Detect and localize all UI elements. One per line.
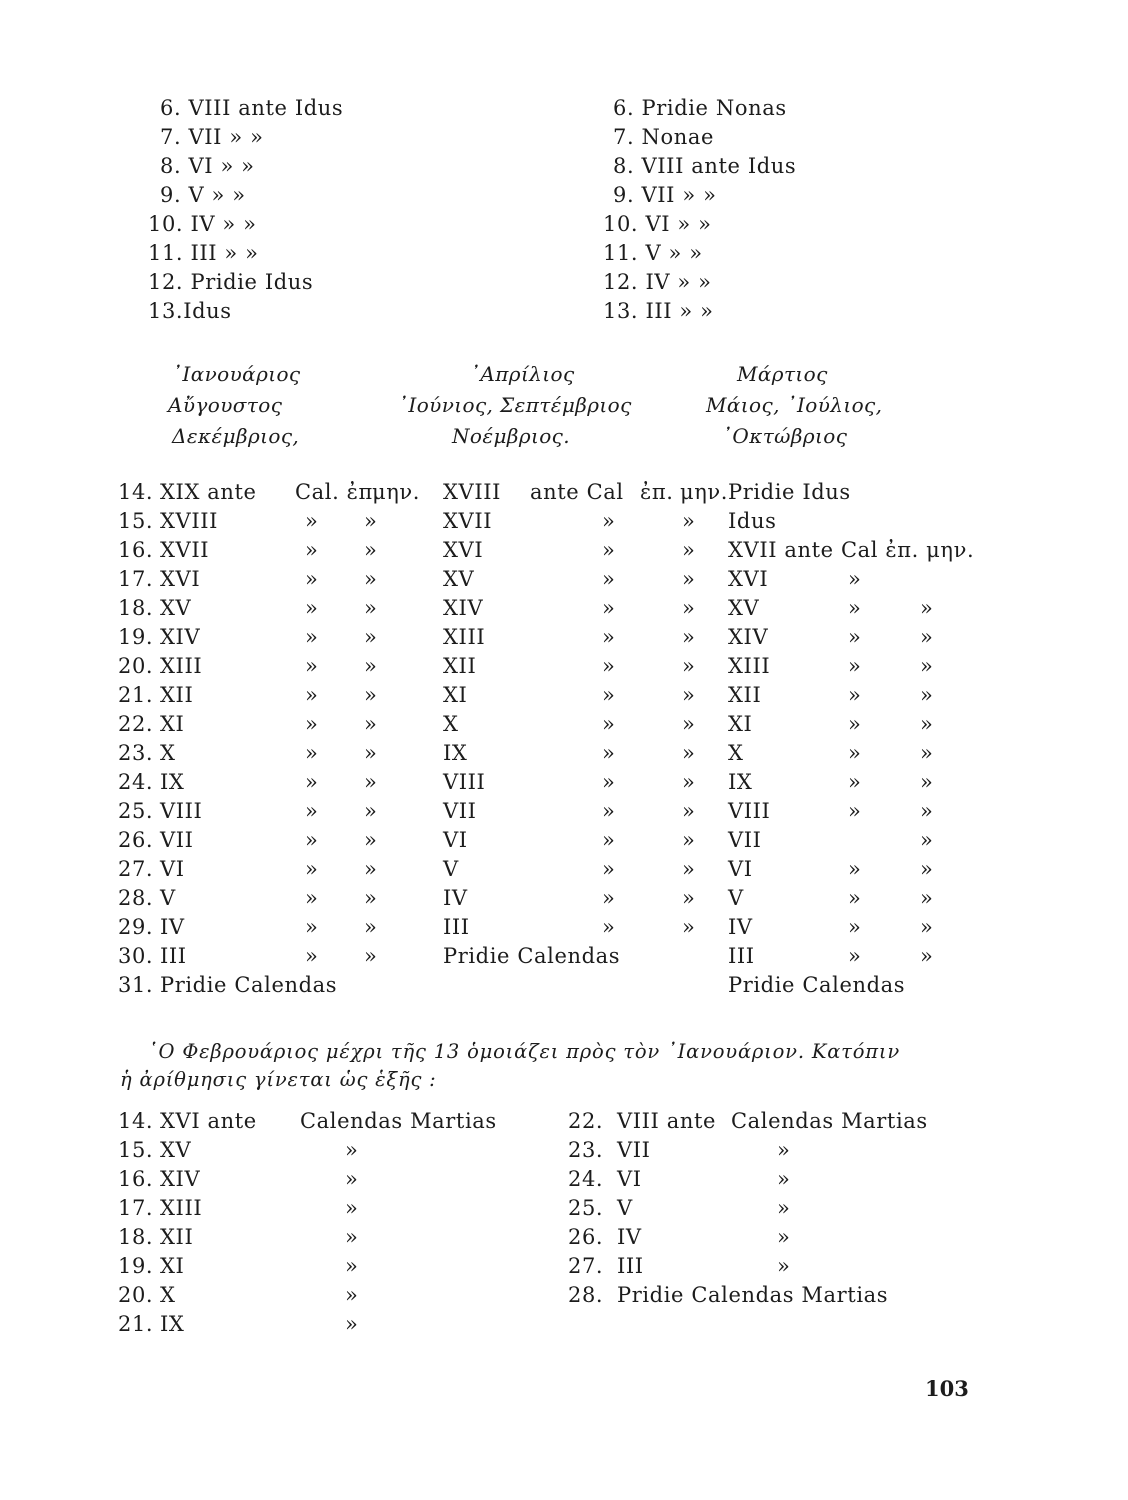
table-cell-n: 23.	[118, 741, 154, 765]
table-cell-c2: »	[848, 625, 862, 649]
table-cell-b: XV	[443, 567, 475, 591]
table-cell-a3: »	[364, 596, 378, 620]
list-cell-v: XV	[160, 1138, 192, 1162]
table-cell-b: XI	[443, 683, 468, 707]
table-cell-a3: »	[364, 886, 378, 910]
list-cell-v: XIV	[160, 1167, 201, 1191]
list-item: 13. III » »	[603, 299, 714, 323]
list-cell-v: X	[160, 1283, 176, 1307]
list-cell-w: »	[345, 1254, 359, 1278]
table-cell-a: XIV	[160, 625, 201, 649]
table-cell-n: 16.	[118, 538, 154, 562]
table-cell-c: XV	[728, 596, 760, 620]
table-cell-b4: »	[682, 741, 696, 765]
table-cell-b4: »	[682, 915, 696, 939]
table-cell-a3: μην.	[372, 480, 421, 504]
table-cell-c3: »	[920, 683, 934, 707]
table-cell-a: III	[160, 944, 187, 968]
list-cell-n: 22.	[568, 1109, 604, 1133]
table-cell-c: Pridie Calendas	[728, 973, 906, 997]
table-cell-b: V	[443, 857, 459, 881]
list-cell-n: 16.	[118, 1167, 154, 1191]
list-cell-w: »	[345, 1283, 359, 1307]
table-cell-b: XVIII	[443, 480, 502, 504]
table-cell-n: 28.	[118, 886, 154, 910]
table-cell-b2: »	[602, 509, 616, 533]
table-cell-b4: »	[682, 857, 696, 881]
table-cell-a: VIII	[160, 799, 203, 823]
table-cell-a3: »	[364, 538, 378, 562]
table-cell-c2: »	[848, 654, 862, 678]
list-item: 7. Nonae	[613, 125, 715, 149]
table-cell-n: 19.	[118, 625, 154, 649]
table-cell-a: Pridie Calendas	[160, 973, 338, 997]
table-cell-c2: »	[848, 596, 862, 620]
list-cell-n: 20.	[118, 1283, 154, 1307]
table-cell-b: XIII	[443, 625, 486, 649]
table-cell-a2: »	[305, 886, 319, 910]
table-cell-c3: »	[920, 915, 934, 939]
list-cell-w: »	[777, 1254, 791, 1278]
table-cell-c: VII	[728, 828, 762, 852]
table-cell-b2: »	[602, 683, 616, 707]
list-item: 6. VIII ante Idus	[160, 96, 344, 120]
table-cell-b: X	[443, 712, 459, 736]
table-cell-a3: »	[364, 509, 378, 533]
table-cell-b: IX	[443, 741, 468, 765]
list-item: 8. VI » »	[160, 154, 255, 178]
list-cell-n: 28.	[568, 1283, 604, 1307]
list-item: 10. VI » »	[603, 212, 712, 236]
table-cell-a: XVIII	[160, 509, 219, 533]
table-cell-a2: »	[305, 509, 319, 533]
table-cell-b2: »	[602, 625, 616, 649]
note-line: ἡ ἀρίθμησις γίνεται ὡς ἑξῆς :	[120, 1068, 437, 1091]
table-cell-a: IV	[160, 915, 185, 939]
table-cell-a3: »	[364, 828, 378, 852]
table-cell-a3: »	[364, 625, 378, 649]
table-cell-b2: »	[602, 567, 616, 591]
month-heading: Μάιος, ᾿Ιούλιος,	[706, 393, 883, 417]
list-item: 11. V » »	[603, 241, 703, 265]
list-cell-n: 24.	[568, 1167, 604, 1191]
table-cell-c3: »	[920, 799, 934, 823]
month-heading: ᾿Ιανουάριος	[172, 362, 301, 386]
table-cell-a: IX	[160, 770, 185, 794]
table-cell-b: XVI	[443, 538, 484, 562]
table-cell-c: XII	[728, 683, 762, 707]
table-cell-b2: »	[602, 886, 616, 910]
table-cell-b4: »	[682, 770, 696, 794]
month-heading: Δεκέμβριος,	[172, 424, 300, 448]
table-cell-a3: »	[364, 915, 378, 939]
table-cell-b2: »	[602, 712, 616, 736]
table-cell-b3: ἐπ.	[640, 480, 674, 504]
table-cell-c: VIII	[728, 799, 771, 823]
table-cell-c: IX	[728, 770, 753, 794]
table-cell-n: 18.	[118, 596, 154, 620]
month-heading: Νοέμβριος.	[452, 424, 571, 448]
list-cell-n: 26.	[568, 1225, 604, 1249]
list-item: 7. VII » »	[160, 125, 264, 149]
table-cell-a2: »	[305, 828, 319, 852]
list-cell-v: IV	[617, 1225, 642, 1249]
table-cell-c2: »	[848, 770, 862, 794]
table-cell-b4: μην.	[680, 480, 729, 504]
table-cell-a: VI	[160, 857, 185, 881]
table-cell-a: XVII	[160, 538, 210, 562]
table-cell-a2: »	[305, 567, 319, 591]
table-cell-a: V	[160, 886, 176, 910]
table-cell-b4: »	[682, 712, 696, 736]
table-cell-c3: »	[920, 944, 934, 968]
list-cell-v: Pridie Calendas Martias	[617, 1283, 889, 1307]
table-cell-b4: »	[682, 799, 696, 823]
table-cell-c2: »	[848, 886, 862, 910]
table-cell-c2: »	[848, 741, 862, 765]
list-cell-w: »	[345, 1225, 359, 1249]
table-cell-b2: ante Cal	[530, 480, 624, 504]
table-cell-a3: »	[364, 654, 378, 678]
list-item: 10. IV » »	[148, 212, 257, 236]
month-heading: ᾿Οκτώβριος	[722, 424, 848, 448]
list-cell-v: XIII	[160, 1196, 203, 1220]
table-cell-b: III	[443, 915, 470, 939]
table-cell-b4: »	[682, 654, 696, 678]
table-cell-c3: »	[920, 596, 934, 620]
table-cell-b: VIII	[443, 770, 486, 794]
table-cell-c: Pridie Idus	[728, 480, 851, 504]
list-cell-v: VIII ante	[617, 1109, 717, 1133]
table-cell-b4: »	[682, 886, 696, 910]
table-cell-a: VII	[160, 828, 194, 852]
table-cell-a2: »	[305, 915, 319, 939]
table-cell-b2: »	[602, 799, 616, 823]
page-number: 103	[925, 1376, 969, 1401]
list-item: 12. Pridie Idus	[148, 270, 314, 294]
table-cell-n: 20.	[118, 654, 154, 678]
list-cell-v: III	[617, 1254, 644, 1278]
table-cell-b: IV	[443, 886, 468, 910]
list-item: 9. V » »	[160, 183, 246, 207]
table-cell-c3: »	[920, 625, 934, 649]
list-cell-w: »	[777, 1196, 791, 1220]
list-item: 13.Idus	[148, 299, 232, 323]
table-cell-n: 15.	[118, 509, 154, 533]
table-cell-c3: »	[920, 770, 934, 794]
list-cell-n: 21.	[118, 1312, 154, 1336]
table-cell-b4: »	[682, 625, 696, 649]
table-cell-b4: »	[682, 567, 696, 591]
table-cell-a2: »	[305, 799, 319, 823]
table-cell-a: XIX ante	[160, 480, 257, 504]
table-cell-b4: »	[682, 538, 696, 562]
table-cell-c: XIV	[728, 625, 769, 649]
table-cell-b2: »	[602, 828, 616, 852]
list-cell-v: XI	[160, 1254, 185, 1278]
table-cell-b2: »	[602, 596, 616, 620]
table-cell-c2: »	[848, 915, 862, 939]
month-heading: ᾿Απρίλιος	[470, 362, 575, 386]
table-cell-b: Pridie Calendas	[443, 944, 621, 968]
table-cell-a2: Cal. ἐπ.	[295, 480, 381, 504]
list-cell-w: »	[777, 1167, 791, 1191]
list-cell-w: Calendas Martias	[731, 1109, 928, 1133]
table-cell-c2: »	[848, 683, 862, 707]
note-line: ῾Ο Φεβρουάριος μέχρι τῆς 13 ὁμοιάζει πρὸς τὸν ᾿Ιανουάριον. Κατόπιν	[148, 1040, 900, 1063]
table-cell-n: 26.	[118, 828, 154, 852]
list-cell-n: 18.	[118, 1225, 154, 1249]
table-cell-a2: »	[305, 683, 319, 707]
table-cell-c2: »	[848, 944, 862, 968]
table-cell-a3: »	[364, 683, 378, 707]
table-cell-a2: »	[305, 538, 319, 562]
february-right-list	[560, 1107, 1128, 1347]
table-cell-b: VI	[443, 828, 468, 852]
list-cell-w: Calendas Martias	[300, 1109, 497, 1133]
list-cell-w: »	[777, 1225, 791, 1249]
table-cell-b4: »	[682, 596, 696, 620]
list-item: 8. VIII ante Idus	[613, 154, 797, 178]
table-cell-a2: »	[305, 625, 319, 649]
table-cell-b2: »	[602, 538, 616, 562]
table-cell-c3: »	[920, 886, 934, 910]
table-cell-b: XVII	[443, 509, 493, 533]
list-item: 6. Pridie Nonas	[613, 96, 787, 120]
table-cell-a2: »	[305, 654, 319, 678]
table-cell-n: 29.	[118, 915, 154, 939]
table-cell-b2: »	[602, 915, 616, 939]
table-cell-c: V	[728, 886, 744, 910]
table-cell-c3: »	[920, 828, 934, 852]
table-cell-n: 17.	[118, 567, 154, 591]
list-cell-w: »	[345, 1167, 359, 1191]
table-cell-c: Idus	[728, 509, 777, 533]
table-cell-b2: »	[602, 741, 616, 765]
table-cell-c3: »	[920, 857, 934, 881]
table-cell-b: XIV	[443, 596, 484, 620]
table-cell-a: XV	[160, 596, 192, 620]
table-cell-a: XVI	[160, 567, 201, 591]
table-cell-b4: »	[682, 509, 696, 533]
table-cell-n: 22.	[118, 712, 154, 736]
list-cell-n: 27.	[568, 1254, 604, 1278]
list-item: 9. VII » »	[613, 183, 717, 207]
table-cell-n: 31.	[118, 973, 154, 997]
table-cell-a2: »	[305, 944, 319, 968]
table-cell-c3: »	[920, 654, 934, 678]
table-cell-a3: »	[364, 567, 378, 591]
list-cell-v: IX	[160, 1312, 185, 1336]
february-left-list	[0, 1107, 560, 1347]
table-cell-c: XVI	[728, 567, 769, 591]
month-heading: ᾿Ιούνιος, Σεπτέμβριος	[398, 393, 632, 417]
list-item: 11. III » »	[148, 241, 259, 265]
table-cell-a3: »	[364, 770, 378, 794]
table-cell-c: XI	[728, 712, 753, 736]
list-cell-n: 15.	[118, 1138, 154, 1162]
table-cell-n: 27.	[118, 857, 154, 881]
table-cell-c3: »	[920, 712, 934, 736]
list-cell-v: VI	[617, 1167, 642, 1191]
list-cell-w: »	[345, 1196, 359, 1220]
table-cell-b4: »	[682, 828, 696, 852]
table-cell-n: 30.	[118, 944, 154, 968]
table-cell-a2: »	[305, 770, 319, 794]
table-cell-c: III	[728, 944, 755, 968]
list-cell-w: »	[777, 1138, 791, 1162]
table-cell-n: 25.	[118, 799, 154, 823]
list-cell-w: »	[345, 1138, 359, 1162]
list-cell-n: 17.	[118, 1196, 154, 1220]
month-heading: Αὔγουστος	[168, 393, 283, 417]
table-cell-n: 14.	[118, 480, 154, 504]
table-cell-c: XVII ante Cal ἐπ. μην.	[728, 538, 975, 562]
table-cell-c2: »	[848, 712, 862, 736]
table-cell-a2: »	[305, 712, 319, 736]
table-cell-n: 21.	[118, 683, 154, 707]
list-cell-v: XVI ante	[160, 1109, 257, 1133]
table-cell-b2: »	[602, 654, 616, 678]
list-cell-v: XII	[160, 1225, 194, 1249]
table-cell-a: XII	[160, 683, 194, 707]
table-cell-b4: »	[682, 683, 696, 707]
table-cell-a2: »	[305, 857, 319, 881]
table-cell-a: X	[160, 741, 176, 765]
table-cell-a3: »	[364, 857, 378, 881]
list-cell-n: 19.	[118, 1254, 154, 1278]
month-heading: Μάρτιος	[737, 362, 828, 386]
table-cell-c2: »	[848, 857, 862, 881]
table-cell-c2: »	[848, 799, 862, 823]
table-cell-b2: »	[602, 770, 616, 794]
table-cell-b2: »	[602, 857, 616, 881]
table-cell-a2: »	[305, 741, 319, 765]
table-cell-a3: »	[364, 799, 378, 823]
table-cell-c: X	[728, 741, 744, 765]
table-cell-n: 24.	[118, 770, 154, 794]
table-cell-c3: »	[920, 741, 934, 765]
date-table	[0, 478, 1128, 1000]
list-cell-v: VII	[617, 1138, 651, 1162]
list-cell-n: 23.	[568, 1138, 604, 1162]
list-cell-n: 14.	[118, 1109, 154, 1133]
table-cell-a: XIII	[160, 654, 203, 678]
table-cell-b: VII	[443, 799, 477, 823]
table-cell-a: XI	[160, 712, 185, 736]
table-cell-a3: »	[364, 944, 378, 968]
list-cell-n: 25.	[568, 1196, 604, 1220]
table-cell-a3: »	[364, 741, 378, 765]
table-cell-c: XIII	[728, 654, 771, 678]
list-cell-w: »	[345, 1312, 359, 1336]
table-cell-c: IV	[728, 915, 753, 939]
list-item: 12. IV » »	[603, 270, 712, 294]
table-cell-a2: »	[305, 596, 319, 620]
table-cell-c: VI	[728, 857, 753, 881]
table-cell-b: XII	[443, 654, 477, 678]
table-cell-a3: »	[364, 712, 378, 736]
list-cell-v: V	[617, 1196, 633, 1220]
table-cell-c2: »	[848, 567, 862, 591]
